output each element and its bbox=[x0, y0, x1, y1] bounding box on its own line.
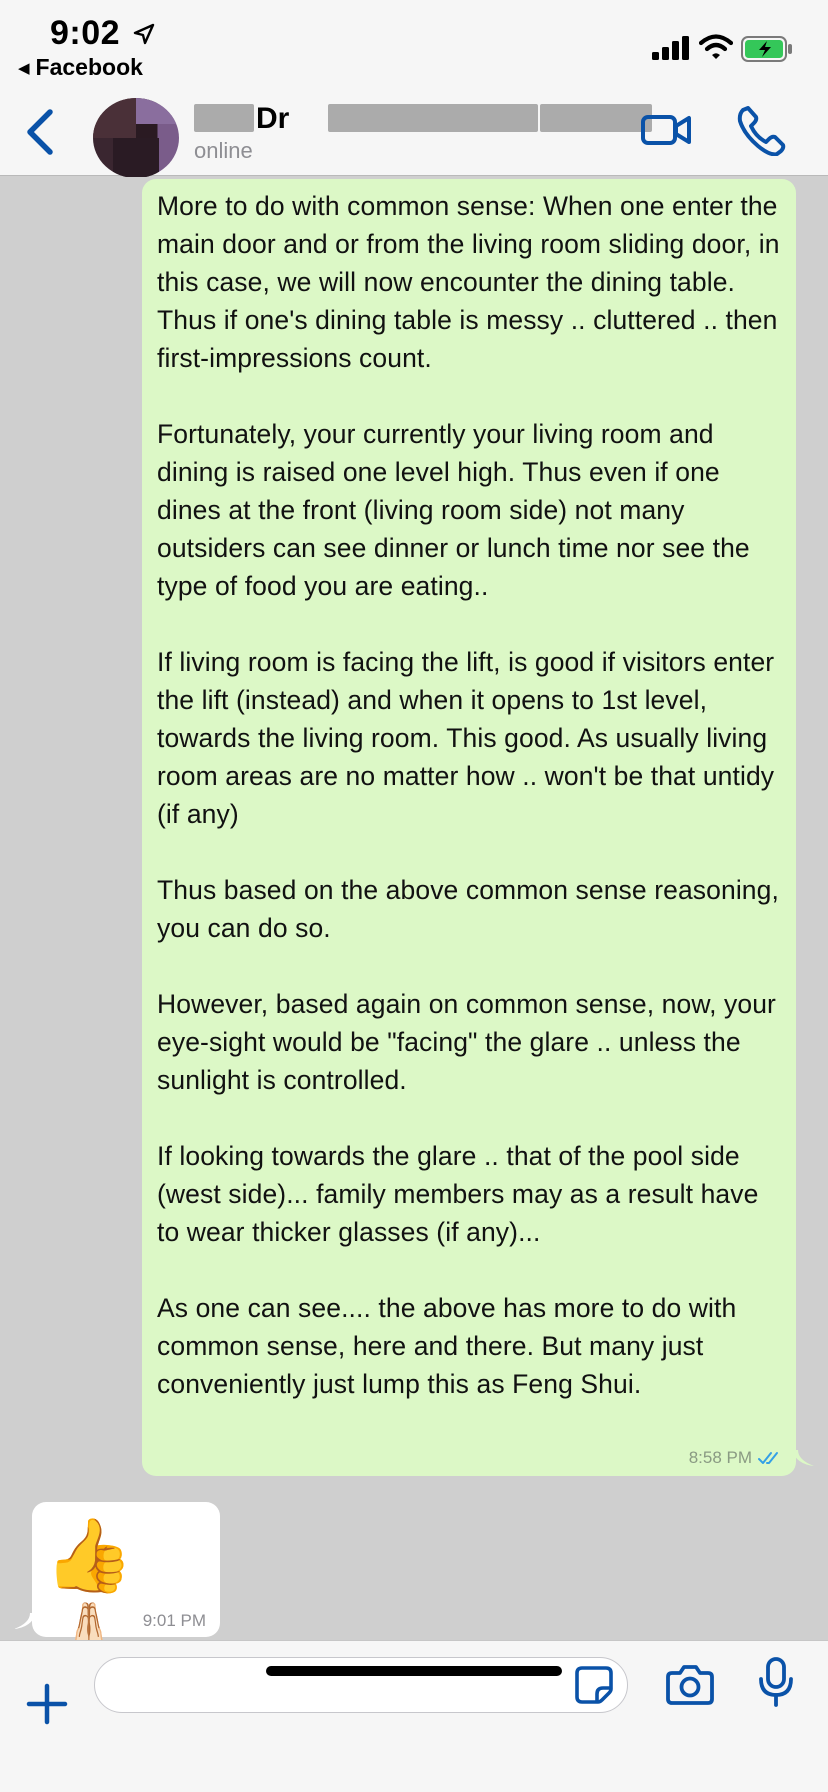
cellular-signal-icon bbox=[652, 36, 690, 60]
bubble-tail bbox=[792, 1450, 814, 1466]
chat-header bbox=[0, 88, 828, 176]
message-time: 8:58 PM bbox=[688, 1448, 752, 1467]
message-text: More to do with common sense: When one enter the main door and or from the living room sliding door, in this case, we will now encounter the dining table. Thus if one's dining table is messy .. cluttered .. then first-impressions count. Fortunately, your currently your living room and dining is raised one level high. Thus even if one dines at the front (living room side) not many outsiders can see dinner or lunch time nor see the type of food you are eating.. If living room is facing the lift, is good if visitors enter the lift (instead) and when it opens to 1st level, towards the living room. This good. As usually living room areas are no matter how .. won't be that untidy (if any) Thus based on the above common sense reasoning, you can do so. However, based again on common sense, now, your eye-sight would be "facing" the glare .. unless the sunlight is controlled. If looking towards the glare .. that of the pool side (west side)... family members may as a result have to wear thicker glasses (if any)... As one can see.... the above has more to do with common sense, here and there. But many just conveniently just lump this as Feng Shui. bbox=[157, 191, 780, 1399]
outgoing-message-bubble[interactable] bbox=[142, 179, 796, 1476]
sticker-icon[interactable] bbox=[574, 1665, 614, 1705]
back-to-app-link[interactable] bbox=[18, 54, 143, 81]
message-list[interactable] bbox=[0, 177, 828, 1640]
composer-bar bbox=[0, 1640, 828, 1792]
emoji-reaction: 👍 bbox=[44, 1516, 134, 1596]
back-app-label: Facebook bbox=[35, 54, 143, 80]
chevron-left-icon[interactable] bbox=[20, 106, 60, 158]
location-arrow-icon bbox=[132, 22, 156, 46]
wifi-icon bbox=[699, 34, 733, 60]
incoming-message-bubble[interactable] bbox=[32, 1502, 220, 1637]
phone-icon[interactable] bbox=[736, 104, 786, 156]
message-meta bbox=[689, 1448, 782, 1468]
status-time: 9:02 bbox=[50, 14, 121, 52]
back-triangle-icon: ◀ bbox=[18, 60, 30, 77]
message-time: 9:01 PM bbox=[142, 1611, 206, 1630]
camera-icon[interactable] bbox=[666, 1663, 714, 1705]
plus-icon[interactable] bbox=[26, 1683, 68, 1725]
read-receipt-icon bbox=[758, 1450, 782, 1466]
status-bar bbox=[0, 0, 828, 88]
avatar[interactable] bbox=[93, 98, 179, 178]
bubble-tail bbox=[14, 1613, 36, 1629]
microphone-icon[interactable] bbox=[758, 1657, 794, 1707]
contact-name: Dr bbox=[256, 102, 290, 135]
video-camera-icon[interactable] bbox=[640, 110, 692, 150]
home-indicator[interactable] bbox=[266, 1666, 562, 1676]
battery-charging-icon bbox=[741, 36, 793, 62]
contact-status: online bbox=[194, 138, 253, 163]
redacted-name-block bbox=[540, 104, 652, 132]
redacted-name-block bbox=[328, 104, 538, 132]
redacted-name-block bbox=[194, 104, 254, 132]
